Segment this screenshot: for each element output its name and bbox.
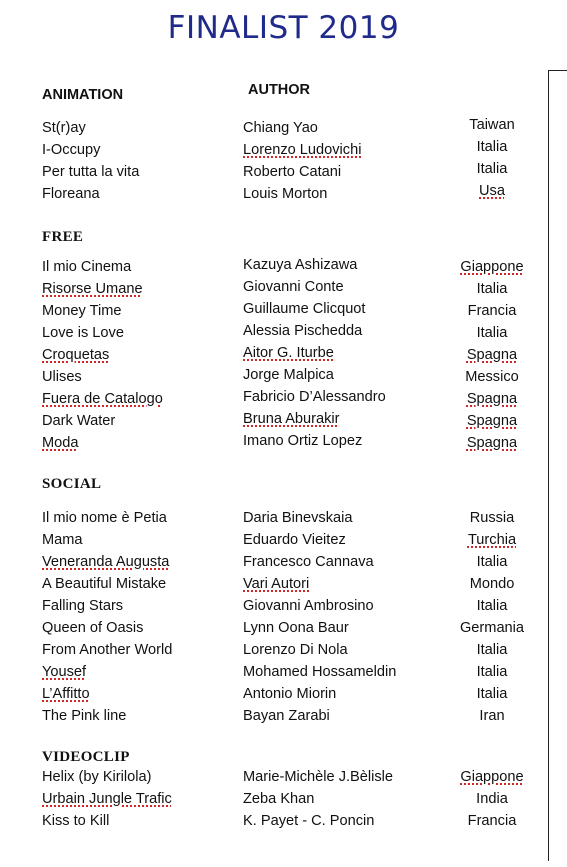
table-row bbox=[0, 791, 567, 813]
title-cell: Il mio nome è Petia bbox=[42, 510, 167, 526]
table-row bbox=[0, 598, 567, 620]
title-cell: A Beautiful Mistake bbox=[42, 576, 167, 592]
table-row bbox=[0, 303, 567, 325]
table-row bbox=[0, 413, 567, 435]
table-row bbox=[0, 769, 567, 791]
title-cell: Love is Love bbox=[42, 325, 124, 341]
section-title-videoclip: VIDEOCLIP bbox=[42, 749, 130, 765]
author-cell: Chiang Yao bbox=[243, 120, 318, 136]
section-animation bbox=[0, 117, 567, 208]
title-cell: Falling Stars bbox=[42, 598, 124, 614]
country-cell: Germania bbox=[459, 620, 525, 636]
author-cell: Aitor G. Iturbe bbox=[243, 345, 334, 361]
table-row bbox=[0, 554, 567, 576]
country-cell: Italia bbox=[476, 139, 508, 155]
title-cell: Il mio Cinema bbox=[42, 259, 132, 275]
title-cell: Yousef bbox=[42, 664, 87, 680]
title-cell: The Pink line bbox=[42, 708, 127, 724]
title-cell: L’Affitto bbox=[42, 686, 90, 702]
page-title: FINALIST 2019 bbox=[167, 10, 400, 46]
title-cell: St(r)ay bbox=[42, 120, 86, 136]
table-row bbox=[0, 686, 567, 708]
author-cell: Alessia Pischedda bbox=[243, 323, 363, 339]
author-cell: Daria Binevskaia bbox=[243, 510, 353, 526]
country-cell: Spagna bbox=[466, 347, 518, 363]
title-cell: Urbain Jungle Trafic bbox=[42, 791, 172, 807]
author-cell: Jorge Malpica bbox=[243, 367, 334, 383]
section-videoclip bbox=[0, 769, 567, 835]
title-cell: Kiss to Kill bbox=[42, 813, 110, 829]
table-row bbox=[0, 620, 567, 642]
author-cell: Lorenzo Di Nola bbox=[243, 642, 348, 658]
table-row bbox=[0, 183, 567, 208]
author-cell: Lorenzo Ludovichi bbox=[243, 142, 362, 158]
country-cell: Italia bbox=[476, 281, 508, 297]
country-cell: Francia bbox=[467, 813, 517, 829]
title-cell: Veneranda Augusta bbox=[42, 554, 170, 570]
title-cell: Dark Water bbox=[42, 413, 116, 429]
table-row bbox=[0, 813, 567, 835]
author-cell: Guillaume Clicquot bbox=[243, 301, 366, 317]
country-cell: Spagna bbox=[466, 391, 518, 407]
title-cell: Moda bbox=[42, 435, 79, 451]
author-cell: Lynn Oona Baur bbox=[243, 620, 349, 636]
author-cell: Antonio Miorin bbox=[243, 686, 337, 702]
section-social bbox=[0, 510, 567, 730]
country-cell: Mondo bbox=[469, 576, 515, 592]
section-title-social: SOCIAL bbox=[42, 476, 102, 492]
author-cell: Francesco Cannava bbox=[243, 554, 374, 570]
section-title-free: FREE bbox=[42, 229, 84, 245]
title-cell: Floreana bbox=[42, 186, 100, 202]
author-cell: Vari Autori bbox=[243, 576, 310, 592]
title-cell: Queen of Oasis bbox=[42, 620, 144, 636]
table-row bbox=[0, 347, 567, 369]
country-cell: Francia bbox=[467, 303, 517, 319]
country-cell: Italia bbox=[476, 325, 508, 341]
table-row bbox=[0, 281, 567, 303]
author-cell: Imano Ortiz Lopez bbox=[243, 433, 363, 449]
title-cell: From Another World bbox=[42, 642, 173, 658]
author-cell: Giovanni Ambrosino bbox=[243, 598, 374, 614]
title-cell: Croquetas bbox=[42, 347, 110, 363]
title-cell: Helix (by Kirilola) bbox=[42, 769, 152, 785]
country-cell: Italia bbox=[476, 664, 508, 680]
country-cell: Taiwan bbox=[469, 117, 515, 133]
country-cell: Iran bbox=[479, 708, 505, 724]
author-cell: Bayan Zarabi bbox=[243, 708, 330, 724]
table-row bbox=[0, 369, 567, 391]
title-cell: Fuera de Catalogo bbox=[42, 391, 163, 407]
table-row bbox=[0, 576, 567, 598]
country-cell: Italia bbox=[476, 686, 508, 702]
table-row bbox=[0, 510, 567, 532]
author-cell: Kazuya Ashizawa bbox=[243, 257, 358, 273]
country-cell: Italia bbox=[476, 161, 508, 177]
table-row bbox=[0, 259, 567, 281]
country-cell: Messico bbox=[465, 369, 519, 385]
country-cell: Giappone bbox=[460, 769, 524, 785]
author-cell: Marie-Michèle J.Bèlisle bbox=[243, 769, 394, 785]
title-cell: Per tutta la vita bbox=[42, 164, 140, 180]
author-cell: Roberto Catani bbox=[243, 164, 342, 180]
table-row bbox=[0, 664, 567, 686]
title-cell: Risorse Umane bbox=[42, 281, 143, 297]
author-cell: Zeba Khan bbox=[243, 791, 315, 807]
section-free bbox=[0, 259, 567, 457]
author-cell: Louis Morton bbox=[243, 186, 328, 202]
author-cell: Fabricio D’Alessandro bbox=[243, 389, 386, 405]
country-cell: Giappone bbox=[460, 259, 524, 275]
table-row bbox=[0, 391, 567, 413]
country-cell: India bbox=[476, 791, 508, 807]
author-cell: K. Payet - C. Poncin bbox=[243, 813, 375, 829]
table-row bbox=[0, 435, 567, 457]
country-cell: Russia bbox=[469, 510, 515, 526]
title-cell: Money Time bbox=[42, 303, 122, 319]
table-row bbox=[0, 642, 567, 664]
author-cell: Bruna Aburakir bbox=[243, 411, 340, 427]
country-cell: Italia bbox=[476, 554, 508, 570]
title-cell: Mama bbox=[42, 532, 83, 548]
table-row bbox=[0, 325, 567, 347]
table-row bbox=[0, 708, 567, 730]
country-cell: Usa bbox=[479, 183, 505, 199]
author-cell: Mohamed Hossameldin bbox=[243, 664, 397, 680]
table-row bbox=[0, 532, 567, 554]
header-category: ANIMATION bbox=[42, 87, 124, 103]
author-cell: Eduardo Vieitez bbox=[243, 532, 346, 548]
country-cell: Italia bbox=[476, 642, 508, 658]
country-cell: Italia bbox=[476, 598, 508, 614]
country-cell: Spagna bbox=[466, 413, 518, 429]
country-cell: Turchia bbox=[467, 532, 517, 548]
header-author: AUTHOR bbox=[248, 82, 311, 98]
title-cell: Ulises bbox=[42, 369, 82, 385]
author-cell: Giovanni Conte bbox=[243, 279, 344, 295]
title-cell: I-Occupy bbox=[42, 142, 101, 158]
country-cell: Spagna bbox=[466, 435, 518, 451]
